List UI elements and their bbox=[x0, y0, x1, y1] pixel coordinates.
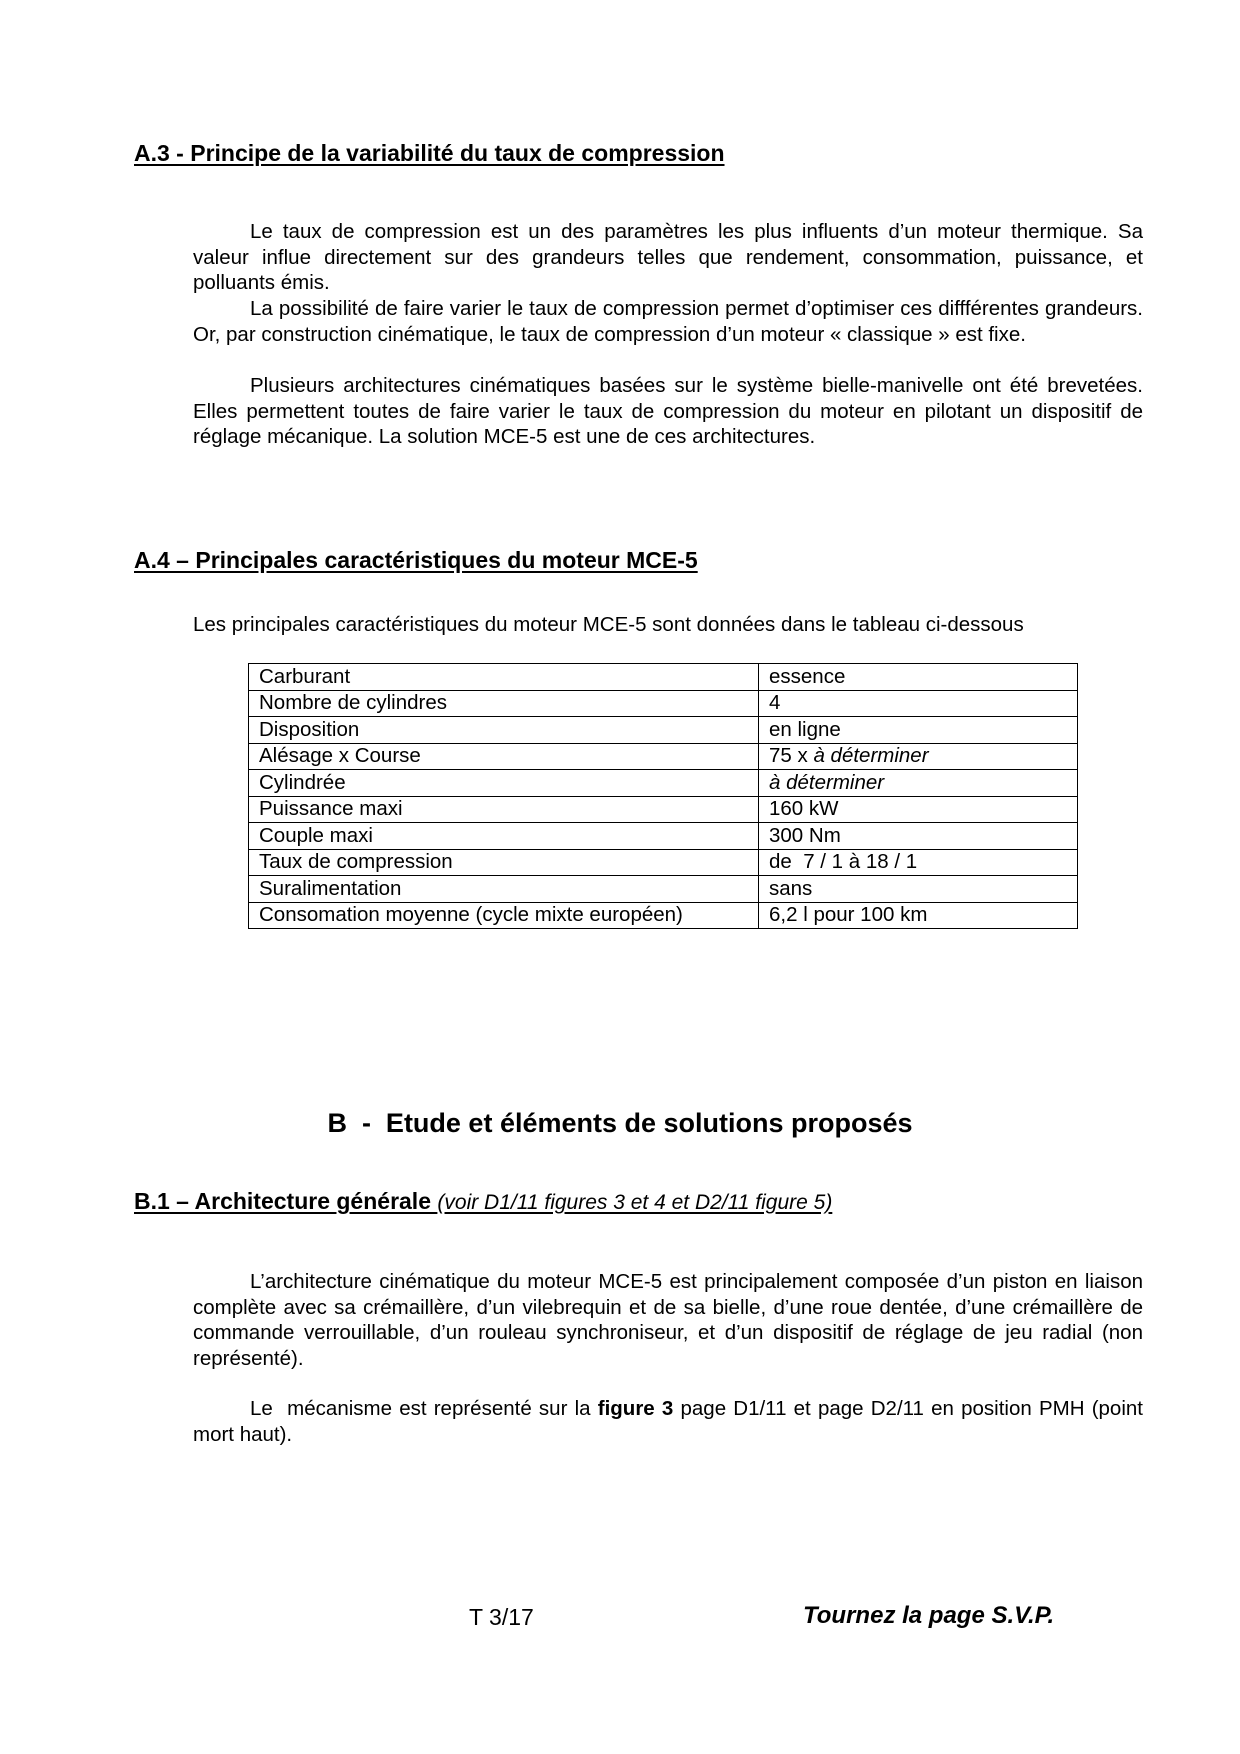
section-b1-paragraph-2: Le mécanisme est représenté sur la figure 3 page D1/11 et page D2/11 en position PMH (point mort haut). bbox=[193, 1397, 1143, 1446]
section-a3-title: A.3 - Principe de la variabilité du taux de compression bbox=[134, 140, 725, 166]
section-b-title: B - Etude et éléments de solutions proposés bbox=[327, 1108, 913, 1138]
spec-label: Suralimentation bbox=[249, 876, 759, 903]
spec-value: de 7 / 1 à 18 / 1 bbox=[759, 849, 1078, 876]
spec-value: en ligne bbox=[759, 717, 1078, 744]
table-row bbox=[249, 664, 1078, 691]
section-a3-paragraph-3: Plusieurs architectures cinématiques basées sur le système bielle-manivelle ont été brevetées. Elles permettent toutes de faire varier le taux de compression du moteur en pilotant un dispositif de réglage mécanique. La solution MCE-5 est une de ces architectures. bbox=[193, 374, 1143, 449]
specs-table bbox=[248, 663, 1078, 929]
spec-label: Nombre de cylindres bbox=[249, 690, 759, 717]
section-a3-paragraph-2: La possibilité de faire varier le taux de compression permet d’optimiser ces diffférentes grandeurs. Or, par construction cinématique, le taux de compression d’un moteur « classique » est fixe. bbox=[193, 297, 1143, 346]
spec-label: Taux de compression bbox=[249, 849, 759, 876]
spec-label: Puissance maxi bbox=[249, 796, 759, 823]
table-row bbox=[249, 743, 1078, 770]
turn-page-note: Tournez la page S.V.P. bbox=[803, 1602, 1055, 1629]
section-a3-paragraph-1: Le taux de compression est un des paramètres les plus influents d’un moteur thermique. Sa valeur influe directement sur des grandeurs telles que rendement, consommation, puissance, et polluants émis. bbox=[193, 220, 1143, 295]
table-row bbox=[249, 849, 1078, 876]
section-b1-title: B.1 – Architecture générale (voir D1/11 figures 3 et 4 et D2/11 figure 5) bbox=[134, 1188, 833, 1214]
spec-value: 6,2 l pour 100 km bbox=[759, 902, 1078, 929]
spec-label: Consomation moyenne (cycle mixte européen) bbox=[249, 902, 759, 929]
spec-label: Carburant bbox=[249, 664, 759, 691]
spec-value: 4 bbox=[759, 690, 1078, 717]
spec-value: essence bbox=[759, 664, 1078, 691]
spec-label: Disposition bbox=[249, 717, 759, 744]
table-row bbox=[249, 823, 1078, 850]
table-row bbox=[249, 796, 1078, 823]
spec-value: 300 Nm bbox=[759, 823, 1078, 850]
table-row bbox=[249, 876, 1078, 903]
spec-label: Cylindrée bbox=[249, 770, 759, 797]
section-a4-title: A.4 – Principales caractéristiques du moteur MCE-5 bbox=[134, 547, 698, 573]
spec-value: à déterminer bbox=[759, 770, 1078, 797]
section-b1-paragraph-1: L’architecture cinématique du moteur MCE-5 est principalement composée d’un piston en liaison complète avec sa crémaillère, d’un vilebrequin et de sa bielle, d’une roue dentée, d’une crémaillère de commande verrouillable, d’un rouleau synchroniseur, et d’un dispositif de réglage de jeu radial (non représenté). bbox=[193, 1270, 1143, 1370]
section-a4-intro: Les principales caractéristiques du moteur MCE-5 sont données dans le tableau ci-dessous bbox=[193, 613, 1024, 636]
spec-label: Couple maxi bbox=[249, 823, 759, 850]
spec-value: sans bbox=[759, 876, 1078, 903]
table-row bbox=[249, 770, 1078, 797]
table-row bbox=[249, 717, 1078, 744]
spec-label: Alésage x Course bbox=[249, 743, 759, 770]
spec-value: 160 kW bbox=[759, 796, 1078, 823]
page-number: T 3/17 bbox=[469, 1604, 534, 1630]
table-row bbox=[249, 690, 1078, 717]
section-b1-reference: (voir D1/11 figures 3 et 4 et D2/11 figure 5) bbox=[437, 1191, 833, 1214]
spec-value: 75 x à déterminer bbox=[759, 743, 1078, 770]
table-row bbox=[249, 902, 1078, 929]
